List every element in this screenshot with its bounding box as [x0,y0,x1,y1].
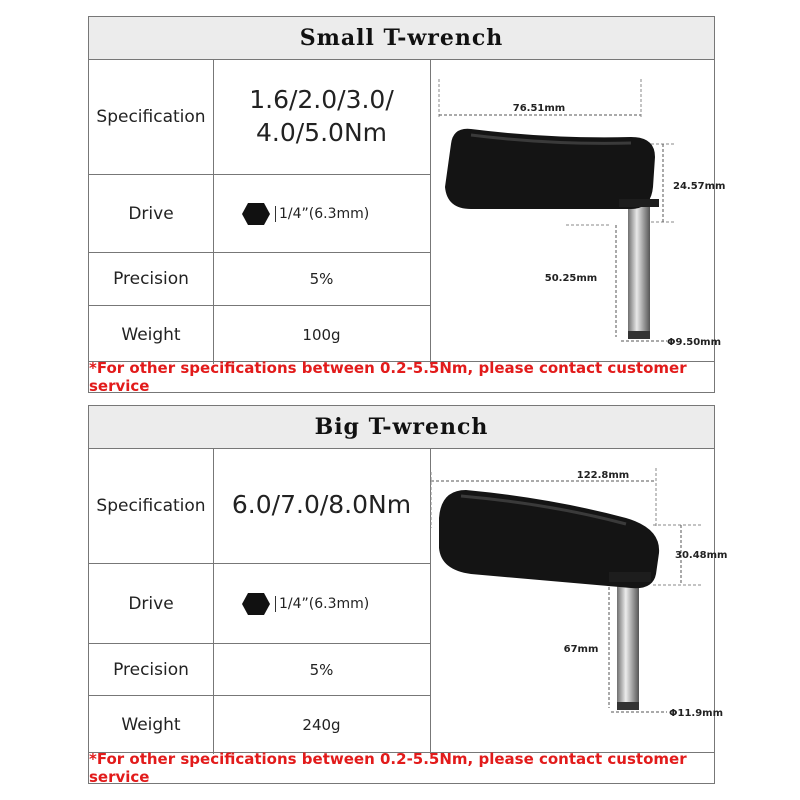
spec-row [89,59,431,175]
big-shaft-length-dim: 67mm [563,644,599,655]
precision-label: Precision [89,644,214,695]
spec-value [213,59,431,174]
small-handle-height-dim: 24.57mm [673,181,726,192]
precision-row [89,253,431,306]
big-panel-title: Big T-wrench [89,406,714,449]
drive-label: Drive [89,175,214,252]
precision-row [89,644,431,696]
weight-row [89,306,431,364]
weight-row [89,696,431,754]
small-wrench-drawing [431,59,726,363]
small-wrench-image [431,59,726,361]
big-t-wrench-panel [88,405,728,786]
precision-label: Precision [89,253,214,305]
hexagon-icon [241,592,271,616]
big-wrench-drawing [431,448,728,754]
big-handle-height-dim: 30.48mm [675,550,728,561]
big-wrench-image [431,448,728,752]
drive-value [213,564,431,643]
drive-row [89,564,431,644]
drive-value-text: 1/4”(6.3mm) [275,596,369,612]
spec-value-line1: 1.6/2.0/3.0/ [249,85,394,114]
small-panel-title: Small T-wrench [89,17,714,60]
precision-value: 5% [213,644,431,695]
drive-label: Drive [89,564,214,643]
drive-value [213,175,431,252]
weight-value: 240g [213,696,431,754]
big-width-dim: 122.8mm [576,470,630,481]
small-t-wrench-panel [88,16,726,395]
weight-label: Weight [89,306,214,364]
drive-row [89,175,431,253]
spec-label: Specification [89,448,214,563]
small-contact-note: *For other specifications between 0.2-5.5Nm, please contact customer service [89,361,714,392]
spec-label: Specification [89,59,214,174]
weight-value: 100g [213,306,431,364]
small-shaft-diameter-dim: Φ9.50mm [667,337,722,348]
spec-value: 6.0/7.0/8.0Nm [213,448,431,563]
spec-value-line2: 4.0/5.0Nm [256,117,387,147]
hexagon-icon [241,202,271,226]
big-contact-note: *For other specifications between 0.2-5.5Nm, please contact customer service [89,752,714,783]
weight-label: Weight [89,696,214,754]
precision-value: 5% [213,253,431,305]
small-width-dim: 76.51mm [512,103,566,114]
drive-value-text: 1/4”(6.3mm) [275,206,369,222]
spec-row [89,448,431,564]
small-shaft-length-dim: 50.25mm [544,273,598,284]
big-shaft-diameter-dim: Φ11.9mm [669,708,724,719]
